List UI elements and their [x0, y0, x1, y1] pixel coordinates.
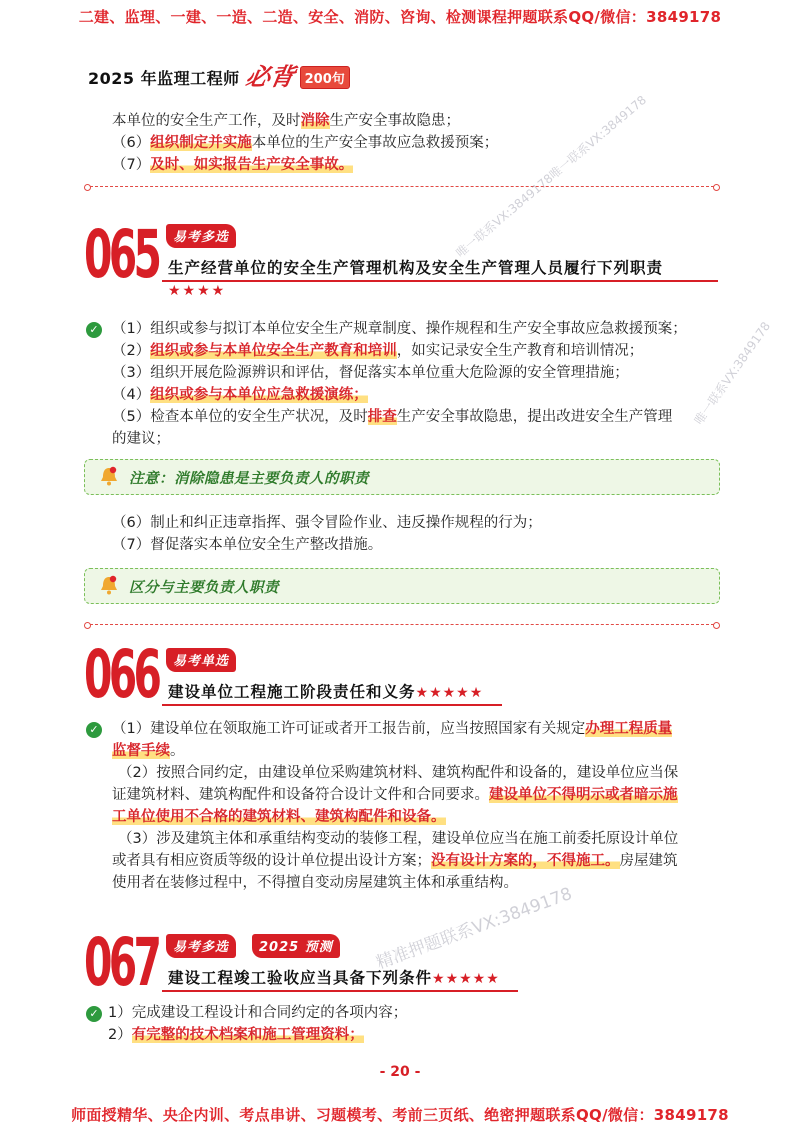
section-066-p1-cont	[112, 740, 724, 762]
tag-forecast: 2025 预测	[252, 934, 340, 958]
intro-line2-end: 本单位的生产安全事故应急救援预案；	[251, 135, 499, 151]
intro-line3-prefix: （7）	[112, 157, 151, 173]
section-title-066	[168, 680, 483, 702]
section-divider	[84, 184, 720, 190]
intro-line3-highlight: 及时、如实报告生产安全事故。	[150, 157, 354, 173]
section-rule-066	[162, 704, 502, 706]
section-066-p2	[112, 762, 724, 784]
section-title-066-text: 建设单位工程施工阶段责任和义务	[168, 683, 416, 701]
note-text-2: 区分与主要负责人职责	[129, 580, 279, 596]
item-065-5-highlight: 排查	[367, 409, 397, 425]
intro-line1: 本单位的安全生产工作，及时	[112, 113, 301, 129]
section-066-p2-l2	[112, 784, 724, 806]
section-066-p3-l2	[112, 850, 724, 872]
check-icon: ✓	[86, 322, 102, 338]
intro-line2-highlight: 组织制定并实施	[150, 135, 252, 151]
section-066-p2-l3	[112, 806, 724, 828]
item-065-2-highlight: 组织或参与本单位安全生产教育和培训	[150, 343, 397, 359]
tag-multi-choice: 易考多选	[166, 224, 236, 248]
intro-line1-end: 生产安全事故隐患；	[329, 113, 460, 129]
intro-line1-highlight: 消除	[300, 113, 330, 129]
section-title-067-text: 建设工程竣工验收应当具备下列条件	[168, 969, 433, 987]
item-065-3: （3）组织开展危险源辨识和评估，督促落实本单位重大危险源的安全管理措施；	[112, 365, 629, 381]
section-066-p3	[112, 828, 724, 850]
section-065-items	[112, 318, 720, 428]
check-icon: ✓	[86, 1006, 102, 1022]
p066-2-highlight-a: 建设单位不得明示或者暗示施	[489, 787, 678, 803]
note-box-1	[84, 459, 720, 495]
header-title: 2025 年监理工程师	[88, 68, 240, 88]
item-065-1: （1）组织或参与拟订本单位安全生产规章制度、操作规程和生产安全事故应急救援预案；	[112, 321, 687, 337]
section-number-065: 065	[84, 216, 159, 293]
section-title-065: 生产经营单位的安全生产管理机构及安全生产管理人员履行下列职责	[168, 259, 664, 277]
p066-1-text: （1）建设单位在领取施工许可证或者开工报告前，应当按照国家有关规定	[112, 721, 586, 737]
p066-1-highlight-a: 办理工程质量	[585, 721, 673, 737]
item-065-2-end: ，如实记录安全生产教育和培训情况；	[396, 343, 644, 359]
section-number-066: 066	[84, 636, 159, 713]
item-065-6: （6）制止和纠正违章指挥、强令冒险作业、违反操作规程的行为；	[112, 515, 542, 531]
p066-2-line2: 证建筑材料、建筑构配件和设备符合设计文件和合同要求。	[112, 787, 489, 803]
p066-3-highlight: 没有设计方案的，不得施工。	[431, 853, 620, 869]
item-065-5-end: 生产安全事故隐患，提出改进安全生产管理	[396, 409, 673, 425]
item-065-4-highlight: 组织或参与本单位应急救援演练；	[150, 387, 368, 403]
rating-stars-065: ★★★★	[168, 283, 227, 299]
page-header	[88, 62, 350, 92]
p066-2-highlight-b: 工单位使用不合格的建筑材料、建筑构配件和设备。	[112, 809, 446, 825]
tag-multi-choice: 易考多选	[166, 934, 236, 958]
note-text-1: 注意：消除隐患是主要负责人的职责	[129, 471, 369, 487]
item-065-2-prefix: （2）	[112, 343, 151, 359]
p066-3-line1: （3）涉及建筑主体和承重结构变动的装修工程，建设单位应当在施工前委托原设计单位	[118, 831, 679, 847]
item-065-5-cont: 的建议；	[112, 431, 170, 447]
item-065-5-prefix: （5）检查本单位的安全生产状况，及时	[112, 409, 368, 425]
section-rule-065	[162, 280, 718, 282]
item-067-2-prefix: 2）	[108, 1027, 132, 1043]
tag-single-choice: 易考单选	[166, 648, 236, 672]
logo-box: 200句	[300, 66, 350, 89]
item-067-2-highlight: 有完整的技术档案和施工管理资料；	[131, 1027, 364, 1043]
note-box-2	[84, 568, 720, 604]
p066-2-line1: （2）按照合同约定，由建设单位采购建筑材料、建筑构配件和设备的，建设单位应当保	[118, 765, 679, 781]
section-066-p3-l3: 使用者在装修过程中，不得擅自变动房屋建筑主体和承重结构。	[112, 875, 518, 891]
watermark-1: 唯一联系VX:3849178唯一联系VX:3849178	[453, 92, 650, 261]
top-banner: 二建、监理、一建、一造、二造、安全、消防、咨询、检测课程押题联系QQ/微信：3849178	[78, 8, 722, 26]
rating-stars-066: ★★★★★	[415, 685, 484, 701]
p066-1-end: 。	[170, 743, 185, 759]
watermark-2: 唯一联系VX:3849178	[691, 319, 774, 428]
bell-icon	[99, 465, 119, 487]
logo-script: 必背	[243, 62, 297, 91]
section-066-p1	[112, 718, 724, 740]
bell-icon	[99, 574, 119, 596]
section-065-items-cont	[112, 512, 712, 556]
rating-stars-067: ★★★★★	[432, 971, 500, 987]
page-number: - 20 -	[379, 1064, 421, 1080]
p066-1-highlight-b: 监督手续	[112, 743, 170, 759]
section-divider	[84, 622, 720, 628]
section-number-067: 067	[84, 924, 159, 1001]
section-title-067	[168, 966, 500, 988]
p066-3-line2: 或者具有相应资质等级的设计单位提出设计方案；	[112, 853, 431, 869]
item-067-1: 1）完成建设工程设计和合同约定的各项内容；	[108, 1005, 408, 1021]
section-rule-067	[162, 990, 518, 992]
bottom-banner: 师面授精华、央企内训、考点串讲、习题模考、考前三页纸、绝密押题联系QQ/微信：3849178	[71, 1106, 729, 1124]
section-067-items	[108, 1002, 720, 1046]
item-065-4-prefix: （4）	[112, 387, 151, 403]
check-icon: ✓	[86, 722, 102, 738]
watermark-3: 精准押题联系VX:3849178	[373, 883, 575, 974]
p066-3-line2-end: 房屋建筑	[619, 853, 678, 869]
item-065-7: （7）督促落实本单位安全生产整改措施。	[112, 537, 383, 553]
intro-line2-prefix: （6）	[112, 135, 151, 151]
